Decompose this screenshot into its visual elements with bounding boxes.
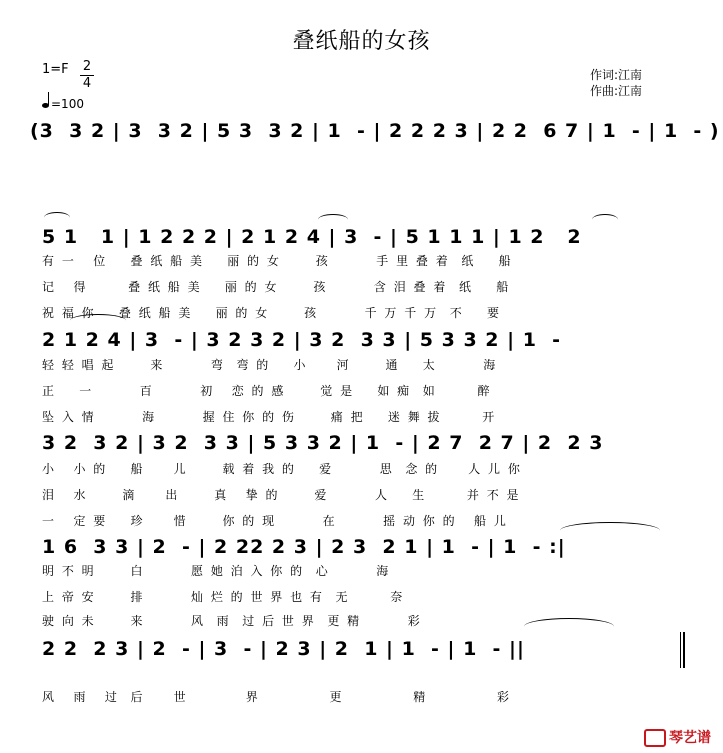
notation-row-5: 2 2 2 3 | 2 - | 3 - | 2 3 | 2 1 | 1 - | 1 - || [42, 638, 525, 660]
lyric-row-3-verse-1: 小 小 的 船 儿 载 着 我 的 爱 思 念 的 人 儿 你 [42, 462, 522, 476]
lyric-row-4-verse-3: 驶 向 未 来 风 雨 过 后 世 界 更 精 彩 [42, 614, 422, 628]
lyric-row-4-verse-2: 上 帝 安 排 灿 烂 的 世 界 也 有 无 奈 [42, 590, 405, 604]
lyric-row-1-verse-3: 祝 福 你 叠 纸 船 美 丽 的 女 孩 千 万 千 万 不 要 [42, 306, 501, 320]
lyric-row-3-verse-2: 泪 水 滴 出 真 挚 的 爱 人 生 并 不 是 [42, 488, 521, 502]
notation-row-1: 5 1 1 | 1 2 2 2 | 2 1 2 4 | 3 - | 5 1 1 1 | 1 2 2 [42, 226, 582, 248]
notation-row-3: 3 2 3 2 | 3 2 3 3 | 5 3 3 2 | 1 - | 2 7 2 7 | 2 2 3 [42, 432, 604, 454]
tempo-marking [42, 97, 84, 111]
lyric-row-5-verse-1: 风 雨 过 后 世 界 更 精 彩 [42, 690, 512, 704]
lyric-row-1-verse-2: 记 得 叠 纸 船 美 丽 的 女 孩 含 泪 叠 着 纸 船 [42, 280, 511, 294]
lyric-row-1-verse-1: 有 一 位 叠 纸 船 美 丽 的 女 孩 手 里 叠 着 纸 船 [42, 254, 513, 268]
lyric-row-3-verse-3: 一 定 要 珍 惜 你 的 现 在 摇 动 你 的 船 儿 [42, 514, 508, 528]
logo-text: 琴艺谱 [669, 730, 711, 746]
slur [70, 314, 126, 327]
slur [318, 214, 348, 225]
notation-row-4: 1 6 3 3 | 2 - | 2 22 2 3 | 2 3 2 1 | 1 - | 1 - :| [42, 536, 566, 558]
lyric-row-4-verse-1: 明 不 明 白 愿 她 泊 入 你 的 心 海 [42, 564, 391, 578]
site-logo [644, 727, 711, 747]
slur [592, 214, 618, 225]
final-barline [680, 632, 681, 668]
slur [524, 618, 614, 635]
key-signature: 1=F [42, 62, 69, 77]
lyric-row-2-verse-2: 正 一 百 初 恋 的 感 觉 是 如 痴 如 醉 [42, 384, 492, 398]
lyric-row-2-verse-1: 轻 轻 唱 起 来 弯 弯 的 小 河 通 太 海 [42, 358, 498, 372]
song-title: 叠纸船的女孩 [292, 29, 431, 54]
lyric-row-2-verse-3: 坠 入 情 海 握 住 你 的 伤 痛 把 迷 舞 拔 开 [42, 410, 497, 424]
notation-row-2: 2 1 2 4 | 3 - | 3 2 3 2 | 3 2 3 3 | 5 3 3 2 | 1 - [42, 329, 562, 351]
time-signature-bottom: 4 [82, 76, 92, 91]
tempo-value: =100 [51, 97, 84, 111]
quarter-note-icon [42, 103, 49, 108]
time-signature-top: 2 [82, 59, 92, 74]
lyricist-credit: 作词:江南 [590, 68, 643, 82]
final-barline-thick [683, 632, 685, 668]
time-signature [80, 60, 94, 91]
slur [44, 212, 70, 223]
notation-row-intro: (3 3 2 | 3 3 2 | 5 3 3 2 | 1 - | 2 2 2 3 | 2 2 6 7 | 1 - | 1 - ) [30, 120, 720, 142]
composer-credit: 作曲:江南 [590, 84, 643, 98]
slur [560, 522, 660, 539]
logo-icon [644, 729, 666, 747]
